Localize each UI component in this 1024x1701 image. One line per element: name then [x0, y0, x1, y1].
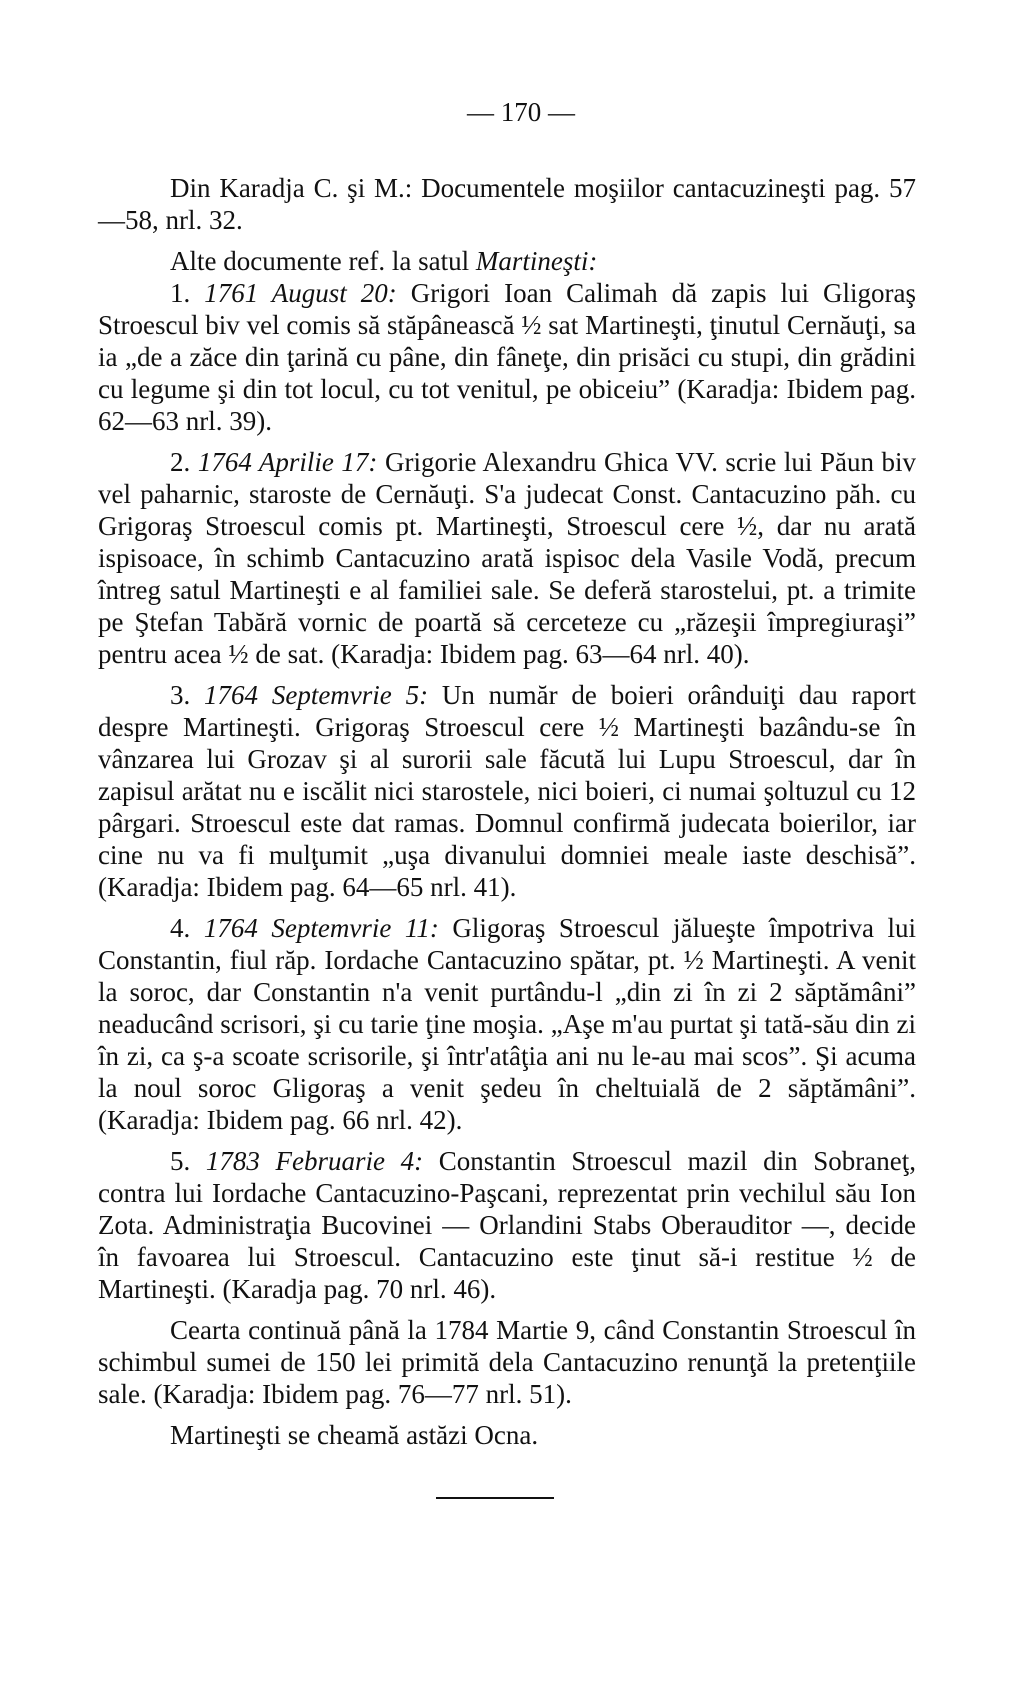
source-citation: Din Karadja C. şi M.: Documentele moşiilor cantacuzineşti pag. 57—58, nrl. 32.	[98, 173, 916, 235]
intro-place: Martineşti:	[475, 246, 598, 276]
entry-number: 1.	[170, 278, 205, 308]
section-end-rule	[436, 1497, 554, 1499]
entry-text: Constantin Stroescul mazil din Sobraneţ, contra lui Iordache Cantacuzino-Paşcani, reprezentat prin vechilul său Ion Zota. Administraţia Bucovinei — Orlandini Stabs Oberauditor —, decide în favoarea lui Stroescul. Cantacuzino este ţinut să-i restitue ½ de Martineşti. (Karadja pag. 70 nrl. 46).	[98, 1146, 917, 1304]
entry-date: 1764 Aprilie 17:	[197, 447, 378, 477]
document-entry-1	[98, 277, 916, 437]
entry-number: 3.	[170, 680, 205, 710]
document-entry-5	[98, 1145, 916, 1305]
entry-number: 2.	[170, 447, 198, 477]
conclusion-paragraph: Cearta continuă până la 1784 Martie 9, când Constantin Stroescul în schimbul sumei de 150 lei primită dela Cantacuzino renunţă la pretenţiile sale. (Karadja: Ibidem pag. 76—77 nrl. 51).	[98, 1315, 916, 1409]
entry-text: Grigorie Alexandru Ghica VV. scrie lui Păun biv vel paharnic, staroste de Cernăuţi. S'a judecat Const. Cantacuzino păh. cu Grigoraş Stroescul comis pt. Martineşti, Stroescul cere ½, dar nu arată ispisoace, în schimb Cantacuzino arată ispisoc dela Vasile Vodă, precum întreg satul Martineşti e al familiei sale. Se deferă starostelui, pt. a trimite pe Ştefan Tabără vornic de poartă să cerceteze cu „răzeşii împregiuraşi” pentru acea ½ de sat. (Karadja: Ibidem pag. 63—64 nrl. 40).	[98, 447, 917, 669]
document-page	[98, 96, 916, 1499]
entry-number: 4.	[170, 913, 204, 943]
intro-line	[98, 245, 916, 277]
entry-date: 1764 Septemvrie 11:	[203, 913, 439, 943]
entry-number: 5.	[170, 1146, 206, 1176]
closing-line: Martineşti se cheamă astăzi Ocna.	[170, 1420, 539, 1450]
entry-text: Un număr de boieri orânduiţi dau raport despre Martineşti. Grigoraş Stroescul cere ½ Martineşti bazându-se în vânzarea lui Grozav şi al surorii sale făcută lui Lupu Stroescul, dar în zapisul arătat nu e iscălit nici starostele, nici boieri, ci numai şoltuzul cu 12 pârgari. Stroescul este dat ramas. Domnul confirmă judecata boierilor, iar cine nu va fi mulţumit „uşa divanului domniei meale iaste deschisă”. (Karadja: Ibidem pag. 64—65 nrl. 41).	[98, 680, 917, 902]
document-entry-4	[98, 912, 916, 1136]
entry-date: 1783 Februarie 4:	[205, 1146, 424, 1176]
entry-date: 1761 August 20:	[204, 278, 397, 308]
intro-prefix: Alte documente ref. la satul	[170, 246, 476, 276]
page-number: — 170 —	[467, 97, 575, 127]
entry-text: Grigori Ioan Calimah dă zapis lui Gligoraş Stroescul biv vel comis să stăpânească ½ sat Martineşti, ţinutul Cernăuţi, sa ia „de a zăce din ţarină cu pâne, din fâneţe, din prisăci cu stupi, din grădini cu legume şi din tot locul, cu tot venitul, pe obiceiu” (Karadja: Ibidem pag. 62—63 nrl. 39).	[98, 278, 916, 436]
entry-text: Gligoraş Stroescul jălueşte împotriva lui Constantin, fiul răp. Iordache Cantacuzino spătar, pt. ½ Martineşti. A venit la soroc, dar Constantin n'a venit purtându-l „din zi în zi 2 săptămâni” neaducând scrisori, şi cu tarie ţine moşia. „Aşe m'au purtat şi tată-său din zi în zi, ca ş-a scoate scrisorile, şi într'atâţia ani nu le-au mai scos”. Şi acuma la noul soroc Gligoraş a venit şedeu în cheltuială de 2 săptămâni”. (Karadja: Ibidem pag. 66 nrl. 42).	[98, 913, 917, 1135]
entry-date: 1764 Septemvrie 5:	[204, 680, 429, 710]
document-entry-2	[98, 446, 916, 670]
document-entry-3	[98, 679, 916, 903]
